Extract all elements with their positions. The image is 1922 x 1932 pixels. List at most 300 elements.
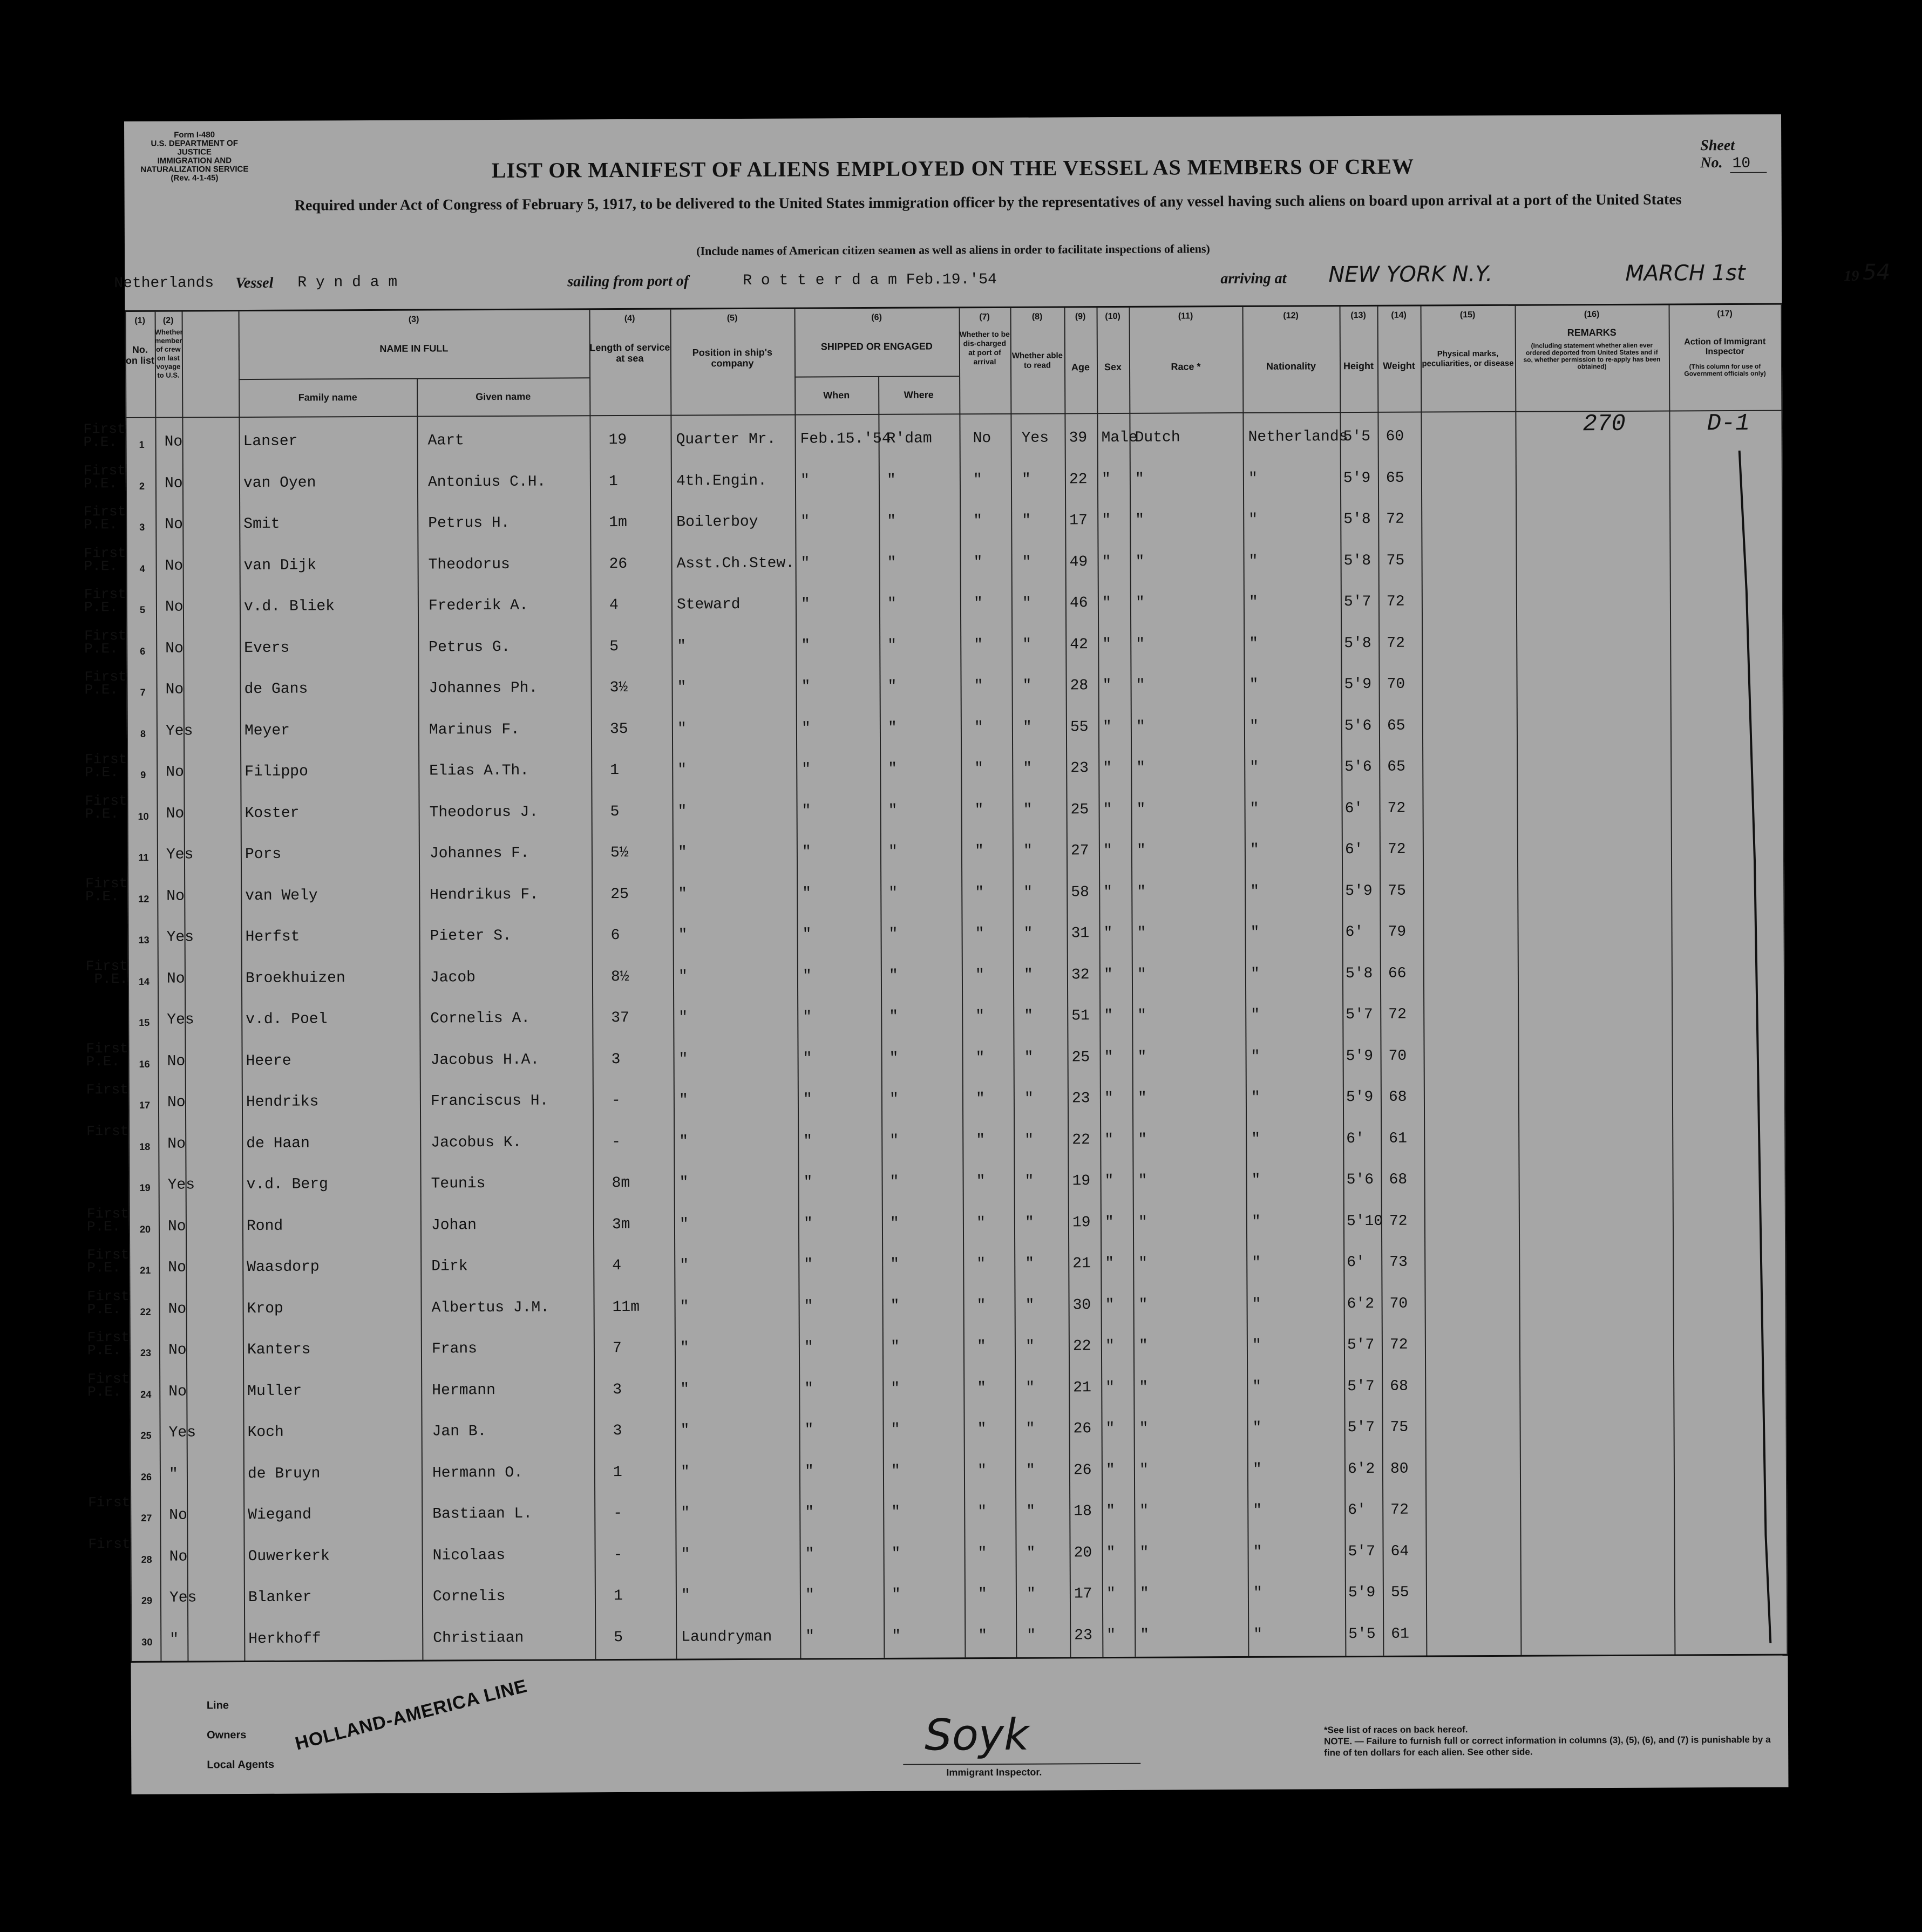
cell-sex: " — [1104, 1049, 1113, 1066]
cell-height: 6' — [1344, 800, 1363, 817]
cell-member: No — [169, 1507, 187, 1524]
inspector-label: Immigrant Inspector. — [903, 1763, 1140, 1779]
cell-length: 7 — [612, 1340, 622, 1357]
cell-nationality: " — [1252, 1419, 1262, 1437]
cell-where: " — [888, 967, 898, 984]
cell-weight: 73 — [1389, 1254, 1408, 1271]
cell-nationality: " — [1253, 1626, 1263, 1643]
cell-weight: 60 — [1386, 428, 1404, 445]
cell-age: 31 — [1071, 925, 1090, 942]
cell-discharged: " — [973, 471, 982, 488]
cell-given: Petrus H. — [428, 514, 510, 532]
cell-sex: " — [1101, 471, 1111, 488]
header-age: Age — [1071, 362, 1090, 373]
cell-prefix: First — [88, 1535, 131, 1552]
table-row — [85, 792, 1784, 837]
cell-family: Krop — [247, 1300, 283, 1317]
cell-race: Dutch — [1135, 429, 1180, 446]
cell-where: " — [890, 1297, 900, 1315]
cell-race: " — [1137, 1090, 1147, 1107]
cell-sex: " — [1105, 1338, 1115, 1355]
cell-nationality: " — [1251, 1089, 1260, 1106]
cell-no: 13 — [138, 934, 150, 945]
cell-nationality: " — [1253, 1502, 1262, 1519]
cell-nationality: " — [1252, 1254, 1261, 1271]
cell-prefix: First P.E. — [87, 1246, 130, 1276]
cell-no: 24 — [140, 1389, 152, 1400]
cell-nationality: " — [1249, 800, 1259, 818]
cell-family: van Dijk — [243, 556, 317, 574]
cell-age: 25 — [1071, 1049, 1090, 1066]
cell-length: 37 — [611, 1009, 629, 1027]
cell-height: 5'7 — [1347, 1336, 1375, 1354]
cell-height: 5'7 — [1346, 1006, 1373, 1024]
cell-sex: " — [1102, 553, 1111, 570]
cell-nationality: " — [1250, 883, 1260, 900]
cell-no: 3 — [139, 521, 145, 533]
cell-read: " — [1023, 842, 1033, 860]
cell-position: " — [678, 927, 688, 944]
cell-family: v.d. Poel — [246, 1011, 328, 1029]
cell-where: " — [891, 1421, 900, 1438]
header-length: Length of service at sea — [589, 342, 670, 364]
header-read: Whether able to read — [1011, 351, 1063, 370]
cell-prefix: First P.E. — [87, 1288, 130, 1317]
cell-weight: 72 — [1386, 593, 1405, 610]
cell-when: " — [803, 1091, 812, 1108]
cell-length: 3 — [613, 1422, 622, 1440]
cell-member: No — [165, 681, 184, 698]
cell-given: Marinus F. — [429, 721, 520, 739]
cell-member: No — [168, 1301, 187, 1318]
page-instruction: (Include names of American citizen seamen as well as aliens in order to facilitate inspections of aliens) — [696, 242, 1210, 258]
cell-given: Aart — [427, 432, 464, 450]
header-given: Given name — [476, 391, 531, 403]
year-prefix: 19 — [1844, 267, 1859, 285]
cell-read: " — [1022, 595, 1031, 612]
footer — [131, 1658, 1788, 1789]
cell-discharged: " — [976, 1338, 986, 1356]
cell-given: Theodorus J. — [429, 804, 539, 821]
departure-port: R o t t e r d a m Feb.19.'54 — [743, 271, 997, 290]
agents-label: Local Agents — [207, 1758, 275, 1771]
cell-height: 6'2 — [1347, 1460, 1375, 1478]
col-num: (2) — [162, 316, 174, 325]
cell-nationality: Netherlands — [1248, 428, 1348, 446]
cell-length: 4 — [612, 1257, 622, 1275]
cell-discharged: " — [973, 595, 983, 613]
cell-height: 5'7 — [1348, 1543, 1376, 1560]
cell-sex: " — [1106, 1586, 1116, 1603]
cell-weight: 79 — [1388, 923, 1407, 941]
header-weight: Weight — [1383, 360, 1415, 371]
cell-prefix: First P.E. — [87, 1329, 130, 1359]
table-row — [85, 751, 1784, 796]
header-marks: Physical marks, peculiarities, or disease — [1422, 349, 1514, 369]
cell-member: No — [166, 764, 184, 781]
cell-read: " — [1025, 1338, 1035, 1355]
cell-given: Johannes Ph. — [429, 679, 538, 697]
cell-discharged: " — [976, 1297, 986, 1314]
cell-sex: " — [1103, 883, 1113, 901]
table-row — [87, 1329, 1787, 1374]
cell-race: " — [1136, 759, 1146, 777]
cell-height: 5'8 — [1345, 965, 1373, 982]
col-num: (5) — [726, 314, 738, 323]
cell-when: " — [801, 719, 811, 737]
cell-given: Teunis — [431, 1175, 486, 1193]
table-row — [130, 1412, 1787, 1457]
cell-height: 5'6 — [1344, 717, 1372, 734]
cell-age: 58 — [1071, 883, 1089, 901]
cell-where: " — [889, 1215, 899, 1232]
cell-weight: 72 — [1386, 511, 1404, 528]
cell-no: 12 — [138, 893, 150, 904]
cell-family: Meyer — [244, 722, 290, 739]
cell-family: Pors — [245, 846, 282, 863]
cell-member: No — [165, 516, 183, 533]
cell-member: No — [167, 1053, 186, 1070]
revision: (Rev. 4-1-45) — [171, 173, 219, 183]
cell-sex: " — [1104, 1214, 1114, 1231]
cell-race: " — [1139, 1420, 1149, 1437]
cell-prefix: First — [88, 1494, 131, 1511]
cell-read: " — [1023, 760, 1033, 777]
cell-where: " — [887, 595, 897, 613]
cell-position: Boilerboy — [676, 513, 758, 531]
cell-weight: 65 — [1386, 470, 1404, 487]
punch-hole — [69, 1719, 95, 1745]
cell-sex: " — [1102, 718, 1112, 736]
cell-given: Pieter S. — [430, 927, 512, 945]
cell-race: " — [1135, 594, 1145, 611]
col-num: (7) — [979, 312, 990, 322]
cell-weight: 72 — [1387, 800, 1406, 817]
cell-position: Asst.Ch.Stew. — [676, 555, 795, 573]
cell-read: " — [1024, 1132, 1034, 1149]
cell-sex: " — [1102, 595, 1111, 612]
col-num: (13) — [1350, 310, 1366, 321]
table-row — [131, 1577, 1788, 1622]
cell-family: Filippo — [245, 763, 308, 781]
cell-age: 51 — [1071, 1008, 1090, 1025]
cell-weight: 75 — [1390, 1419, 1409, 1436]
cell-race: " — [1139, 1461, 1149, 1479]
cell-no: 11 — [138, 852, 149, 863]
cell-nationality: " — [1253, 1543, 1262, 1561]
cell-height: 6' — [1344, 841, 1363, 859]
cell-sex: " — [1104, 1173, 1114, 1190]
cell-discharged: " — [975, 1091, 985, 1108]
cell-where: " — [889, 1132, 899, 1149]
cell-height: 5'8 — [1343, 552, 1371, 569]
cell-weight: 61 — [1389, 1130, 1407, 1147]
cell-family: Waasdorp — [247, 1258, 320, 1276]
cell-when: " — [805, 1587, 814, 1604]
cell-race: " — [1138, 1296, 1148, 1314]
cell-position: " — [678, 1050, 688, 1068]
table-row — [83, 410, 1782, 466]
col-num: (11) — [1178, 311, 1193, 321]
cell-read: " — [1024, 1214, 1034, 1232]
cell-race: " — [1139, 1379, 1149, 1396]
cell-age: 22 — [1072, 1338, 1091, 1355]
cell-family: Wiegand — [248, 1506, 311, 1524]
cell-member: Yes — [166, 929, 194, 946]
cell-weight: 72 — [1389, 1336, 1408, 1353]
table-row — [84, 545, 1783, 589]
cell-weight: 65 — [1387, 717, 1405, 734]
cell-family: Evers — [244, 640, 290, 657]
cell-weight: 70 — [1389, 1295, 1408, 1312]
table-row — [85, 957, 1785, 1002]
voyage-line — [114, 260, 1891, 297]
cell-position: " — [679, 1215, 689, 1233]
cell-position: " — [678, 968, 688, 985]
cell-age: 23 — [1074, 1627, 1092, 1644]
cell-height: 6' — [1345, 923, 1364, 941]
cell-race: " — [1138, 1337, 1148, 1355]
cell-read: " — [1022, 636, 1032, 654]
cell-position: " — [680, 1339, 689, 1357]
cell-prefix: First P.E. — [86, 1205, 129, 1235]
cell-no: 5 — [139, 604, 145, 615]
cell-when: " — [802, 843, 811, 861]
cell-when: " — [803, 1050, 812, 1067]
cell-length: 6 — [610, 927, 620, 944]
cell-sex: " — [1106, 1544, 1116, 1561]
cell-nationality: " — [1249, 759, 1259, 776]
cell-prefix: First P.E. — [84, 545, 126, 574]
cell-nationality: " — [1248, 553, 1258, 570]
cell-when: " — [800, 472, 810, 489]
cell-read: " — [1026, 1586, 1036, 1603]
cell-sex: " — [1102, 636, 1112, 653]
cell-member: No — [165, 640, 184, 657]
cell-where: " — [888, 885, 898, 902]
cell-member: No — [169, 1548, 188, 1566]
cell-weight: 70 — [1387, 676, 1405, 693]
cell-weight: 72 — [1387, 841, 1406, 858]
cell-race: " — [1136, 636, 1145, 653]
cell-length: 3½ — [609, 679, 628, 697]
cell-race: " — [1136, 718, 1145, 736]
cell-length: - — [613, 1546, 623, 1563]
cell-nationality: " — [1248, 594, 1258, 611]
cell-position: " — [677, 844, 687, 861]
cell-family: Hendriks — [246, 1093, 319, 1111]
cell-when: " — [805, 1504, 814, 1521]
cell-age: 42 — [1070, 636, 1088, 653]
cell-position: " — [677, 761, 687, 779]
cell-discharged: " — [975, 1008, 985, 1025]
cell-discharged: " — [974, 801, 984, 819]
cell-discharged: " — [975, 967, 984, 984]
cell-family: Herkhoff — [248, 1630, 321, 1648]
cell-prefix: First P.E. — [83, 462, 126, 492]
cell-read: " — [1026, 1503, 1036, 1520]
col-num: (9) — [1075, 312, 1086, 322]
cell-no: 15 — [139, 1017, 150, 1028]
cell-position: Quarter Mr. — [676, 431, 776, 448]
cell-where: " — [886, 472, 896, 489]
cell-family: Herfst — [245, 928, 300, 946]
cell-race: " — [1137, 924, 1146, 942]
cell-when: " — [801, 637, 811, 655]
cell-age: 32 — [1071, 966, 1090, 983]
cell-age: 22 — [1072, 1131, 1090, 1148]
cell-weight: 75 — [1388, 882, 1406, 900]
cell-no: 4 — [139, 563, 145, 574]
page-title: LIST OR MANIFEST OF ALIENS EMPLOYED ON THE VESSEL AS MEMBERS OF CREW — [491, 154, 1415, 183]
cell-read: " — [1026, 1545, 1036, 1562]
cell-read: " — [1024, 1049, 1034, 1066]
cell-nationality: " — [1249, 718, 1259, 735]
cell-height: 5'9 — [1346, 1089, 1374, 1106]
cell-where: " — [889, 1091, 899, 1108]
cell-age: 23 — [1071, 1090, 1090, 1107]
cell-where: " — [891, 1586, 901, 1603]
footnote-races: *See list of races on back hereof. — [1323, 1724, 1468, 1736]
cell-given: Cornelis A. — [430, 1010, 531, 1028]
cell-race: " — [1136, 801, 1146, 818]
cell-sex: " — [1102, 677, 1112, 695]
cell-height: 5'6 — [1344, 758, 1372, 776]
service: IMMIGRATION AND NATURALIZATION SERVICE — [140, 156, 249, 174]
cell-position: 4th.Engin. — [676, 472, 768, 490]
cell-read: " — [1024, 1008, 1034, 1025]
inspector-signature — [925, 1710, 1029, 1760]
cell-member: Yes — [165, 722, 193, 740]
cell-family: de Gans — [244, 681, 308, 698]
header-action: Action of Immigrant Inspector — [1684, 337, 1766, 357]
form-number: Form I-480 — [174, 130, 215, 140]
cell-prefix: First — [86, 1123, 129, 1139]
table-row — [86, 1123, 1785, 1167]
header-action-note: (This column for use of Government officials only) — [1684, 362, 1766, 378]
header-nationality: Nationality — [1266, 360, 1316, 372]
cell-discharged: " — [974, 719, 983, 736]
cell-read: " — [1025, 1379, 1035, 1397]
cell-no: 7 — [140, 686, 146, 698]
cell-family: Ouwerkerk — [248, 1547, 330, 1565]
cell-read: " — [1025, 1462, 1035, 1479]
cell-given: Albertus J.M. — [431, 1299, 550, 1317]
table-row — [87, 1370, 1787, 1415]
cell-where: " — [888, 926, 898, 943]
cell-given: Petrus G. — [429, 638, 511, 656]
cell-weight: 68 — [1388, 1089, 1407, 1106]
header-member: Whether member of crew on last voyage to U.S. — [154, 328, 183, 379]
cell-member: No — [168, 1259, 186, 1276]
cell-where: " — [890, 1256, 900, 1273]
cell-sex: " — [1103, 925, 1113, 942]
cell-age: 20 — [1074, 1544, 1092, 1561]
cell-sex: " — [1106, 1627, 1116, 1644]
cell-length: - — [612, 1133, 621, 1151]
cell-height: 6' — [1347, 1254, 1365, 1271]
cell-length: 11m — [612, 1298, 640, 1316]
cell-no: 29 — [141, 1595, 153, 1606]
arrival-date: MARCH 1st — [1625, 260, 1746, 286]
cell-nationality: " — [1252, 1296, 1261, 1313]
cell-read: " — [1025, 1420, 1035, 1438]
cell-weight: 55 — [1390, 1584, 1409, 1601]
cell-length: 1m — [609, 514, 627, 532]
cell-nationality: " — [1252, 1461, 1262, 1478]
signature-text: Soyk — [924, 1709, 1029, 1760]
cell-member: No — [167, 1218, 186, 1235]
cell-age: 23 — [1070, 760, 1089, 777]
cell-race: " — [1136, 677, 1145, 694]
cell-weight: 61 — [1391, 1625, 1409, 1643]
cell-when: " — [804, 1339, 813, 1356]
header-where: Where — [904, 389, 934, 400]
cell-given: Jacob — [430, 969, 476, 987]
cell-nationality: " — [1249, 635, 1259, 652]
cell-race: " — [1137, 1049, 1147, 1066]
cell-discharged: " — [978, 1627, 988, 1644]
cell-member: Yes — [166, 846, 194, 863]
cell-member: No — [164, 475, 183, 492]
header-remarks-note: (Including statement whether alien ever ordered deported from United States and if so, whether permission to re-apply has been obtained) — [1523, 341, 1661, 371]
cell-when: " — [803, 1174, 813, 1191]
cell-race: " — [1136, 842, 1146, 859]
cell-member: Yes — [167, 1011, 194, 1029]
col-num: (1) — [134, 316, 145, 325]
cell-age: 26 — [1073, 1420, 1092, 1438]
line-stamp: HOLLAND-AMERICA LINE — [293, 1675, 529, 1754]
cell-nationality: " — [1251, 1006, 1260, 1024]
year-suffix: 54 — [1863, 260, 1891, 285]
arriving-label: arriving at — [1220, 270, 1287, 288]
punch-hole — [63, 256, 89, 282]
cell-nationality: " — [1250, 965, 1260, 983]
cell-length: 35 — [609, 720, 628, 738]
cell-discharged: " — [977, 1379, 987, 1397]
cell-age: 19 — [1072, 1173, 1091, 1190]
cell-prefix: First P.E. — [83, 420, 126, 451]
col-num: (16) — [1584, 310, 1600, 319]
cell-weight: 70 — [1388, 1047, 1407, 1065]
cell-sex: " — [1103, 966, 1113, 983]
col-num: (8) — [1031, 312, 1043, 322]
cell-age: 39 — [1069, 430, 1088, 447]
sheet-label: Sheet No. — [1700, 137, 1735, 172]
table-row — [127, 916, 1784, 961]
cell-when: " — [803, 1215, 813, 1233]
cell-family: v.d. Bliek — [243, 598, 335, 616]
table-row — [131, 1618, 1788, 1663]
cell-weight: 80 — [1390, 1460, 1409, 1478]
header-sex: Sex — [1104, 361, 1122, 373]
cell-race: " — [1140, 1627, 1150, 1644]
cell-discharged: " — [976, 1173, 986, 1191]
cell-discharged: " — [974, 678, 983, 695]
cell-given: Frederik A. — [428, 597, 528, 615]
cell-length: 8½ — [610, 968, 629, 985]
cell-when: " — [804, 1462, 814, 1480]
cell-height: 5'5 — [1343, 428, 1371, 446]
cell-given: Jacobus K. — [431, 1134, 522, 1152]
cell-member: Yes — [168, 1424, 196, 1441]
cell-no: 25 — [140, 1430, 152, 1441]
cell-nationality: " — [1251, 1048, 1260, 1065]
cell-family: Koster — [245, 805, 300, 822]
cell-where: " — [888, 843, 898, 860]
cell-discharged: " — [975, 1049, 985, 1066]
cell-when: " — [804, 1421, 814, 1439]
